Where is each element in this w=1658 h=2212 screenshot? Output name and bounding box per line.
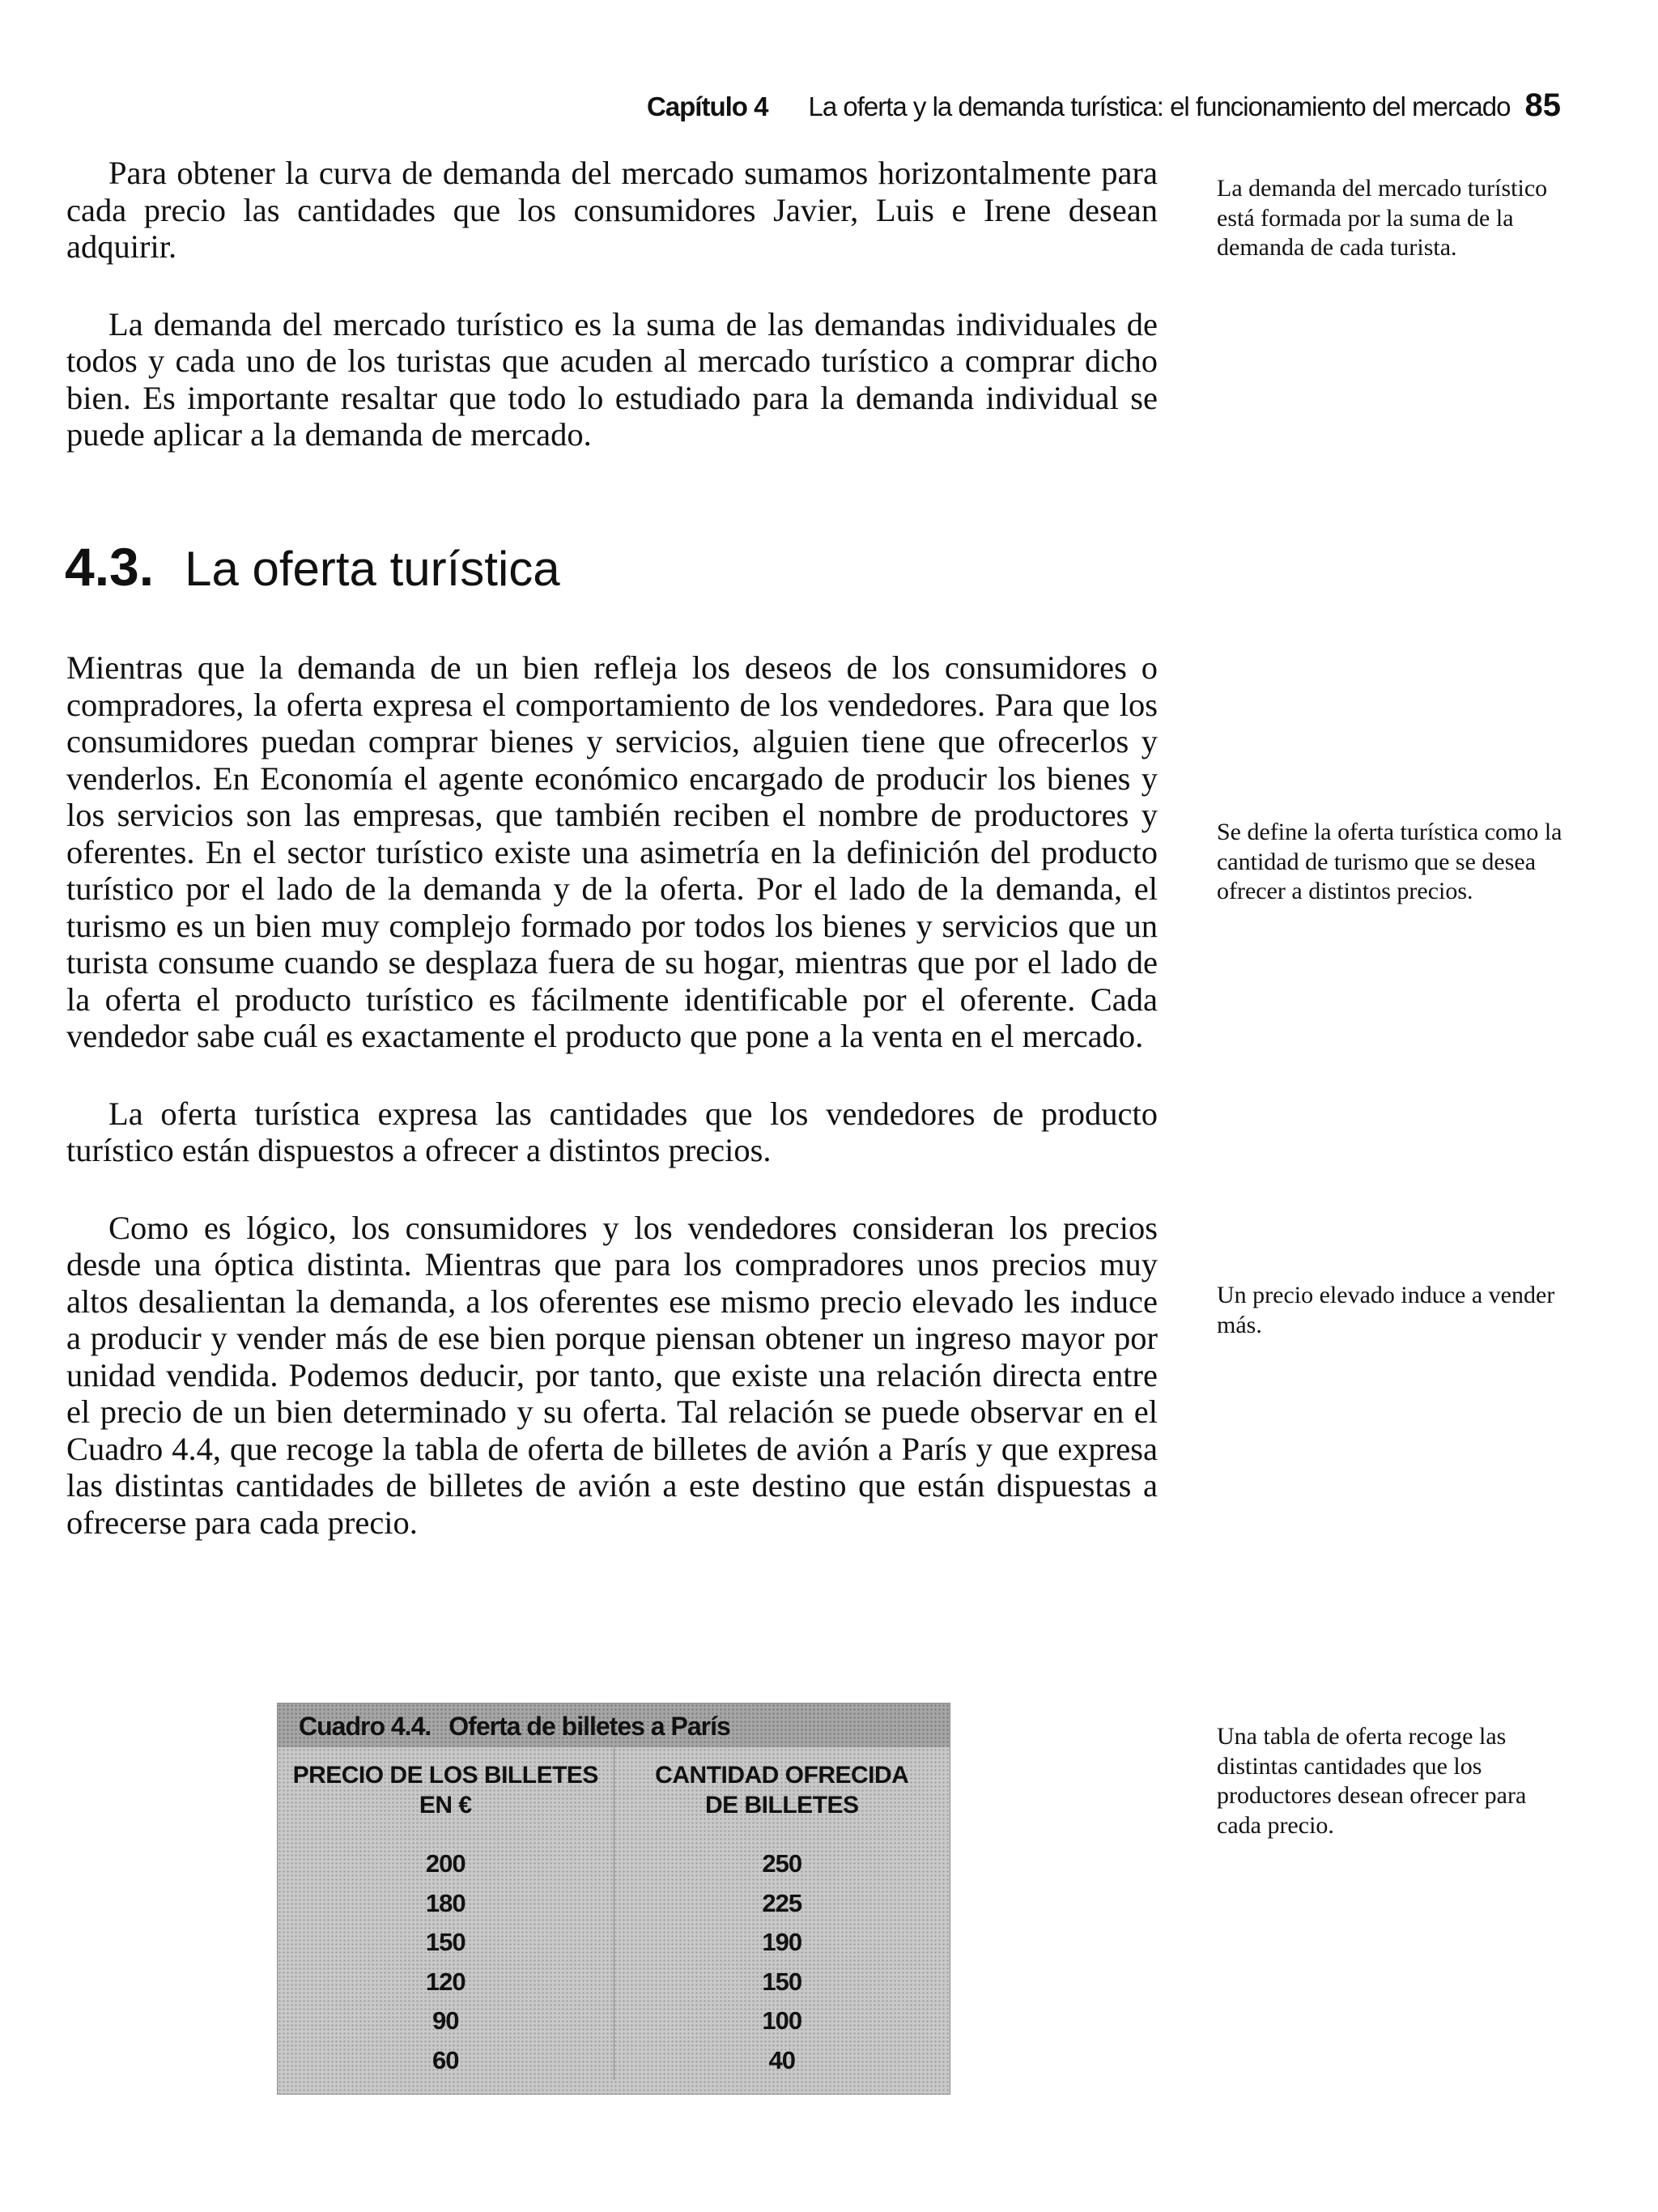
table-row bbox=[278, 1923, 950, 1963]
quantity-cell: 250 bbox=[762, 1849, 802, 1878]
price-header-line-2: EN € bbox=[419, 1792, 472, 1819]
supply-table bbox=[278, 1747, 950, 2080]
quantity-header-line-1: CANTIDAD OFRECIDA bbox=[655, 1762, 909, 1789]
margin-note-1: La demanda del mercado turístico está formada por la suma de la demanda de cada turista. bbox=[1217, 175, 1548, 261]
quantity-column-header bbox=[614, 1747, 950, 1835]
price-cell: 200 bbox=[278, 1835, 614, 1884]
page-number: 85 bbox=[1524, 87, 1561, 123]
quantity-cell: 225 bbox=[762, 1888, 802, 1917]
price-header-line-1: PRECIO DE LOS BILLETES bbox=[292, 1762, 598, 1789]
section-title: La oferta turística bbox=[185, 542, 560, 596]
table-row bbox=[278, 2041, 950, 2081]
section-paragraph-2: La oferta turística expresa las cantidades que los vendedores de producto turístico están dispuestos a ofrecer a distintos precios. bbox=[66, 1095, 1158, 1168]
running-head-chapter: Capítulo 4 bbox=[646, 91, 768, 121]
table-header-row bbox=[278, 1747, 950, 1835]
running-head-title: La oferta y la demanda turística: el funcionamiento del mercado bbox=[808, 91, 1511, 121]
margin-note-3: Un precio elevado induce a vender más. bbox=[1217, 1282, 1555, 1338]
price-cell: 120 bbox=[278, 1963, 614, 2002]
price-cell: 150 bbox=[278, 1923, 614, 1963]
quantity-cell: 190 bbox=[762, 1928, 802, 1956]
margin-note-4: Una tabla de oferta recoge las distintas cantidades que los productores desean ofrecer para cada precio. bbox=[1217, 1723, 1527, 1839]
table-label: Cuadro 4.4. bbox=[299, 1712, 432, 1741]
table-row bbox=[278, 1884, 950, 1924]
table-row bbox=[278, 1835, 950, 1884]
price-cell: 60 bbox=[278, 2041, 614, 2081]
table-row bbox=[278, 1963, 950, 2002]
table-title-text: Oferta de billetes a París bbox=[449, 1712, 730, 1741]
section-text-block bbox=[66, 649, 1158, 1581]
section-number: 4.3. bbox=[65, 537, 155, 597]
section-paragraph-1: Mientras que la demanda de un bien refleja los deseos de los consumidores o compradores, la oferta expresa el comportamiento de los vendedores. Para que los consumidores puedan comprar bienes y servicios, alguien tiene que ofrecerlos y venderlos. En Economía el agente económico encargado de producir los bienes y los servicios son las empresas, que también reciben el nombre de productores y oferentes. En el sector turístico existe una asimetría en la definición del producto turístico por el lado de la demanda y de la oferta. Por el lado de la demanda, el turismo es un bien muy complejo formado por todos los bienes y servicios que un turista consume cuando se desplaza fuera de su hogar, mientras que por el lado de la oferta el producto turístico es fácilmente identificable por el oferente. Cada vendedor sabe cuál es exactamente el producto que pone a la venta en el mercado. bbox=[66, 649, 1158, 1054]
quantity-cell: 100 bbox=[762, 2006, 802, 2035]
section-paragraph-3: Como es lógico, los consumidores y los vendedores consideran los precios desde una óptica distinta. Mientras que para los compradores unos precios muy altos desalientan la demanda, a los oferentes ese mismo precio elevado les induce a producir y vender más de ese bien porque piensan obtener un ingreso mayor por unidad vendida. Podemos deducir, por tanto, que existe una relación directa entre el precio de un bien determinado y su oferta. Tal relación se puede observar en el Cuadro 4.4, que recoge la tabla de oferta de billetes de avión a París y que expresa las distintas cantidades de billetes de avión a este destino que están dispuestas a ofrecerse para cada precio. bbox=[66, 1209, 1158, 1541]
quantity-header-line-2: DE BILLETES bbox=[704, 1792, 859, 1819]
intro-paragraph-1: Para obtener la curva de demanda del mercado sumamos horizontalmente para cada precio las cantidades que los consumidores Javier, Luis e Irene desean adquirir. bbox=[66, 155, 1158, 265]
price-column-header bbox=[278, 1747, 614, 1835]
table-title bbox=[278, 1704, 950, 1747]
table-row bbox=[278, 2001, 950, 2041]
running-head bbox=[0, 86, 1561, 126]
intro-text-block bbox=[66, 155, 1158, 494]
section-heading bbox=[65, 534, 560, 602]
supply-table-box bbox=[277, 1703, 950, 2095]
intro-paragraph-2: La demanda del mercado turístico es la suma de las demandas individuales de todos y cada uno de los turistas que acuden al mercado turístico a comprar dicho bien. Es importante resaltar que todo lo estudiado para la demanda individual se puede aplicar a la demanda de mercado. bbox=[66, 305, 1158, 453]
price-cell: 180 bbox=[278, 1884, 614, 1924]
quantity-cell: 150 bbox=[762, 1967, 802, 1996]
quantity-cell: 40 bbox=[768, 2045, 795, 2074]
margin-note-2: Se define la oferta turística como la cantidad de turismo que se desea ofrecer a distintos precios. bbox=[1217, 819, 1562, 904]
price-cell: 90 bbox=[278, 2001, 614, 2041]
